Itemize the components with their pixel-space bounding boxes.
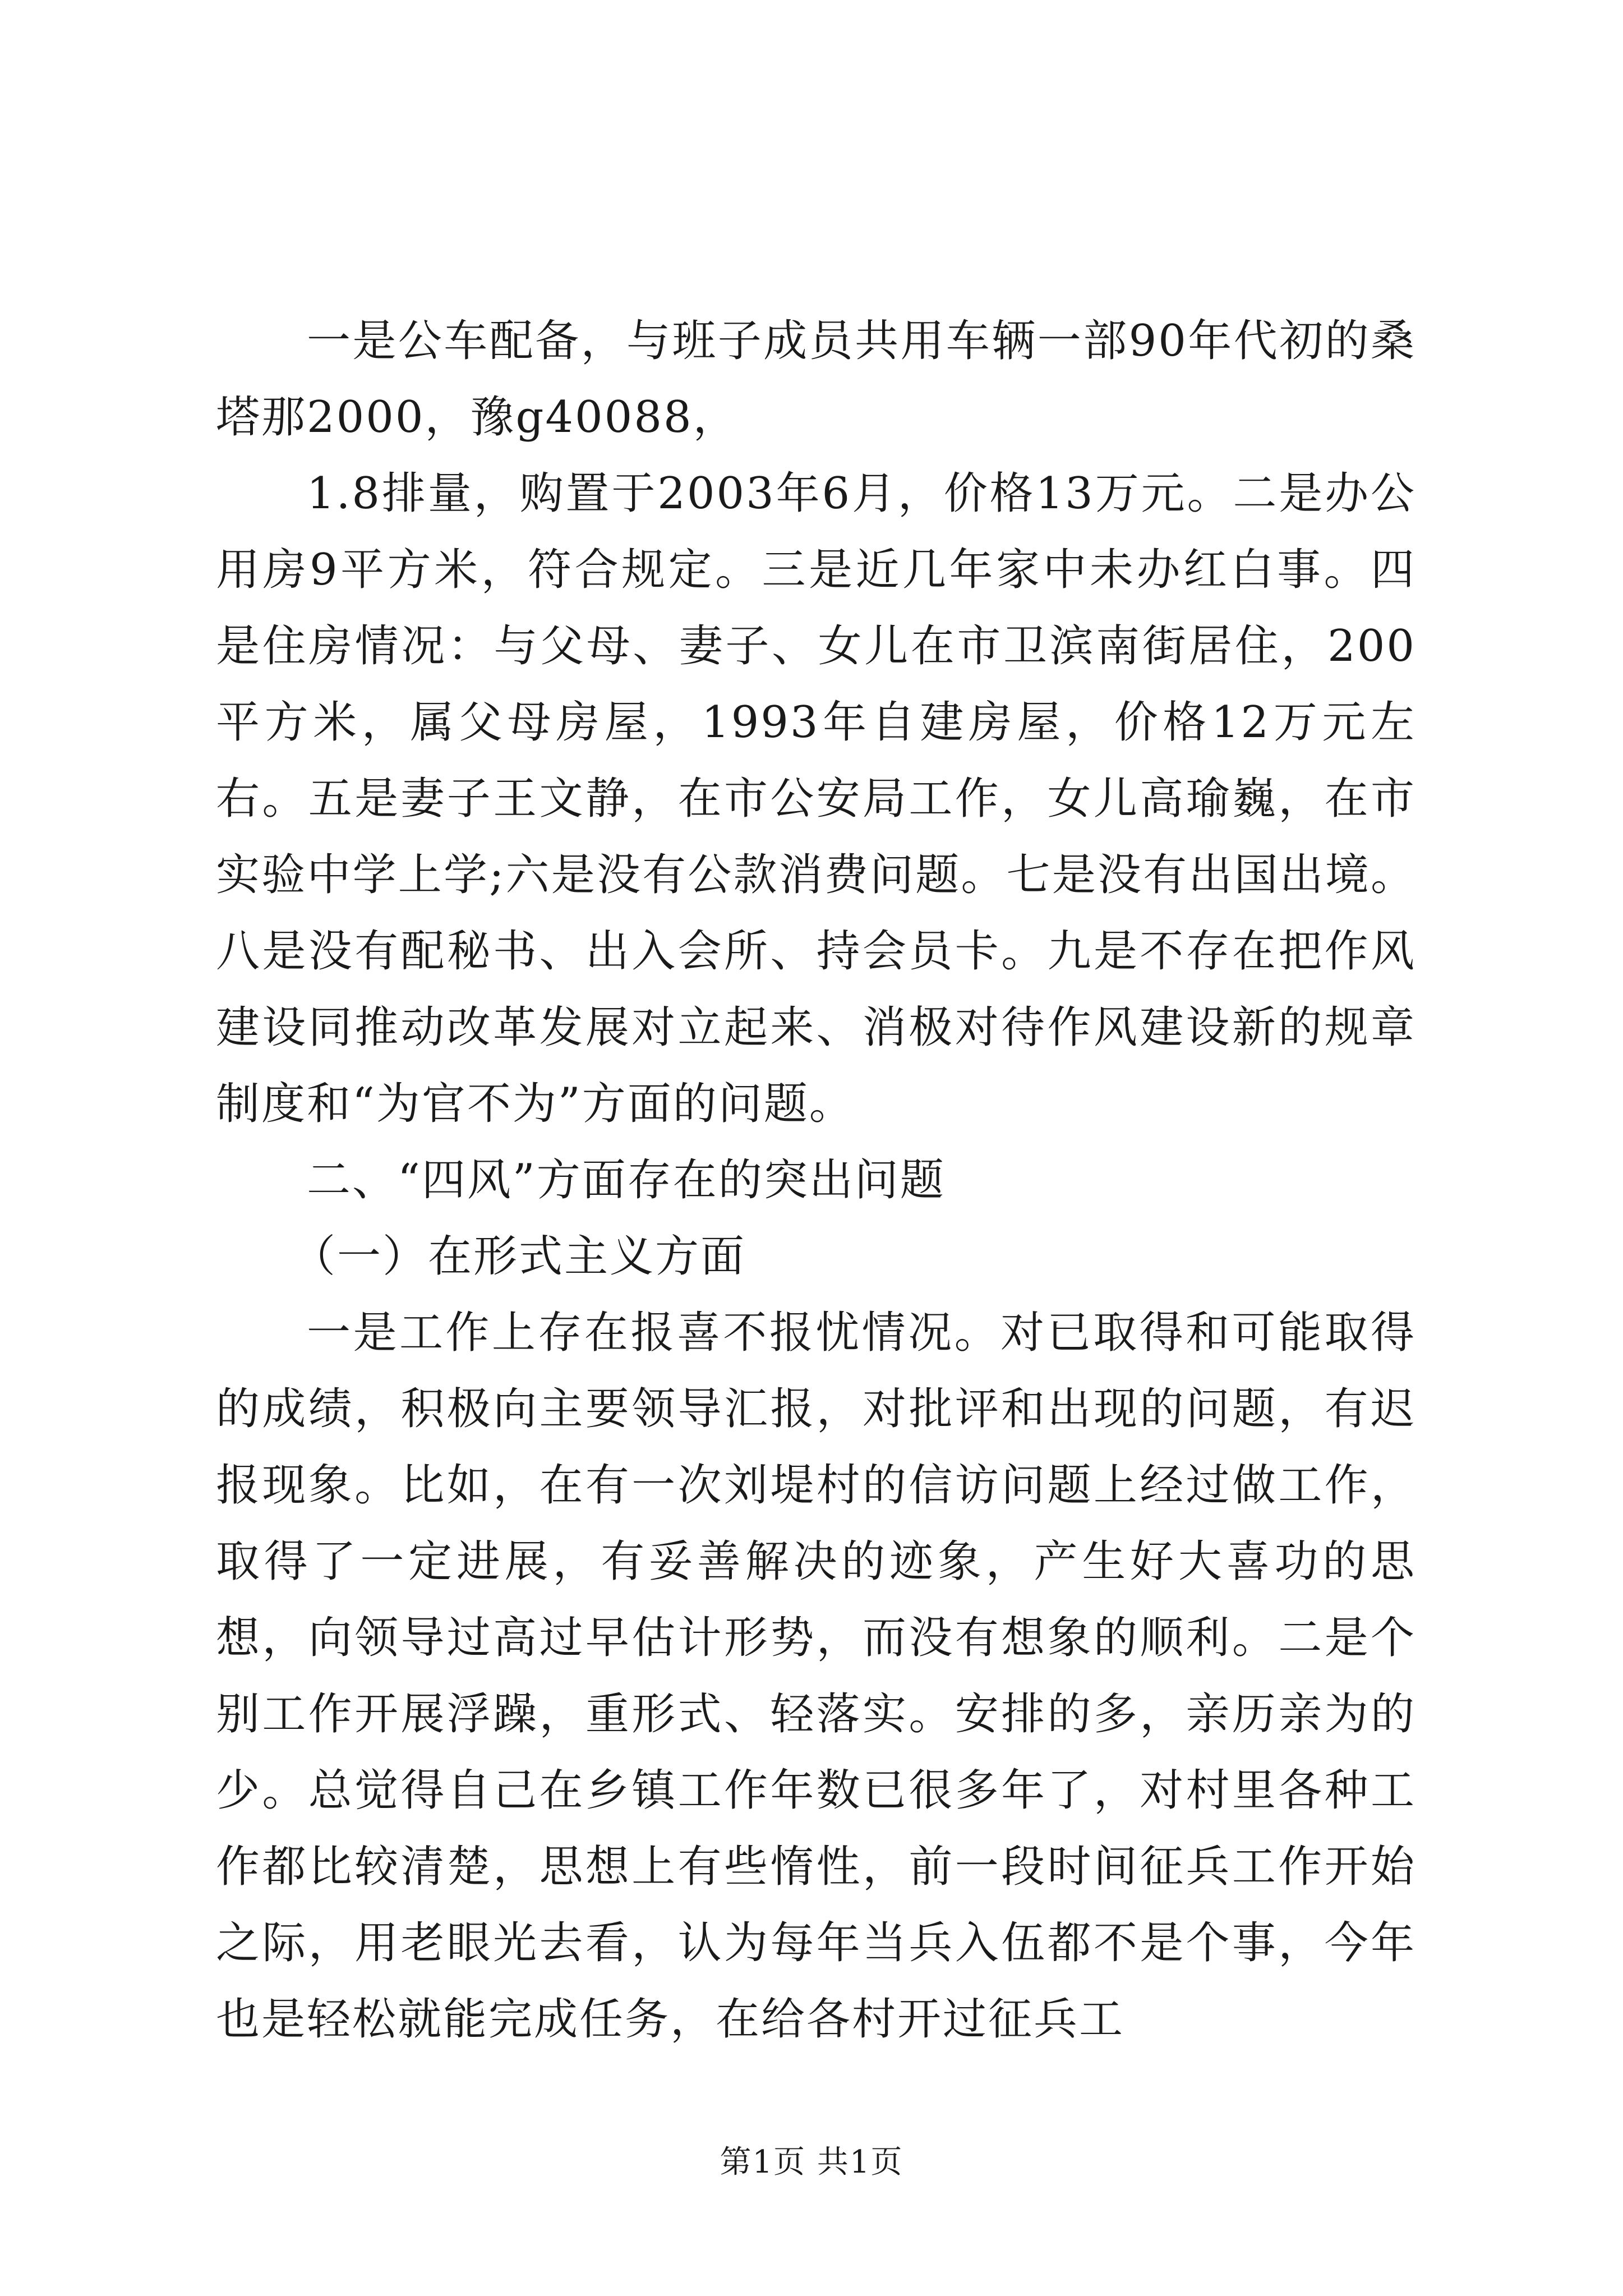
paragraph-personal-details: 1.8排量，购置于2003年6月，价格13万元。二是办公用房9平方米，符合规定。三是近几年家中未办红白事。四是住房情况：与父母、妻子、女儿在市卫滨南街居住，200平方米，属父母房屋，1993年自建房屋，价格12万元左右。五是妻子王文静，在市公安局工作，女儿高瑜巍，在市实验中学上学;六是没有公款消费问题。七是没有出国出境。八是没有配秘书、出入会所、持会员卡。九是不存在把作风建设同推动改革发展对立起来、消极对待作风建设新的规章制度和“为官不为”方面的问题。: [216, 468, 1416, 1129]
document-body: [216, 303, 1416, 2058]
section-heading: 二、“四风”方面存在的突出问题: [307, 1155, 946, 1205]
paragraph-vehicle-info: 一是公车配备，与班子成员共用车辆一部90年代初的桑塔那2000，豫g40088，: [216, 316, 1416, 443]
paragraph-formalism-issues: 一是工作上存在报喜不报忧情况。对已取得和可能取得的成绩，积极向主要领导汇报，对批评和出现的问题，有迟报现象。比如，在有一次刘堤村的信访问题上经过做工作，取得了一定进展，有妥善解决的迹象，产生好大喜功的思想，向领导过高过早估计形势，而没有想象的顺利。二是个别工作开展浮躁，重形式、轻落实。安排的多，亲历亲为的少。总觉得自己在乡镇工作年数已很多年了，对村里各种工作都比较清楚，思想上有些惰性，前一段时间征兵工作开始之际，用老眼光去看，认为每年当兵入伍都不是个事，今年也是轻松就能完成任务，在给各村开过征兵工: [216, 1308, 1416, 2045]
page-footer: 第1页 共1页: [720, 2144, 903, 2180]
subsection-heading: （一）在形式主义方面: [292, 1231, 746, 1282]
